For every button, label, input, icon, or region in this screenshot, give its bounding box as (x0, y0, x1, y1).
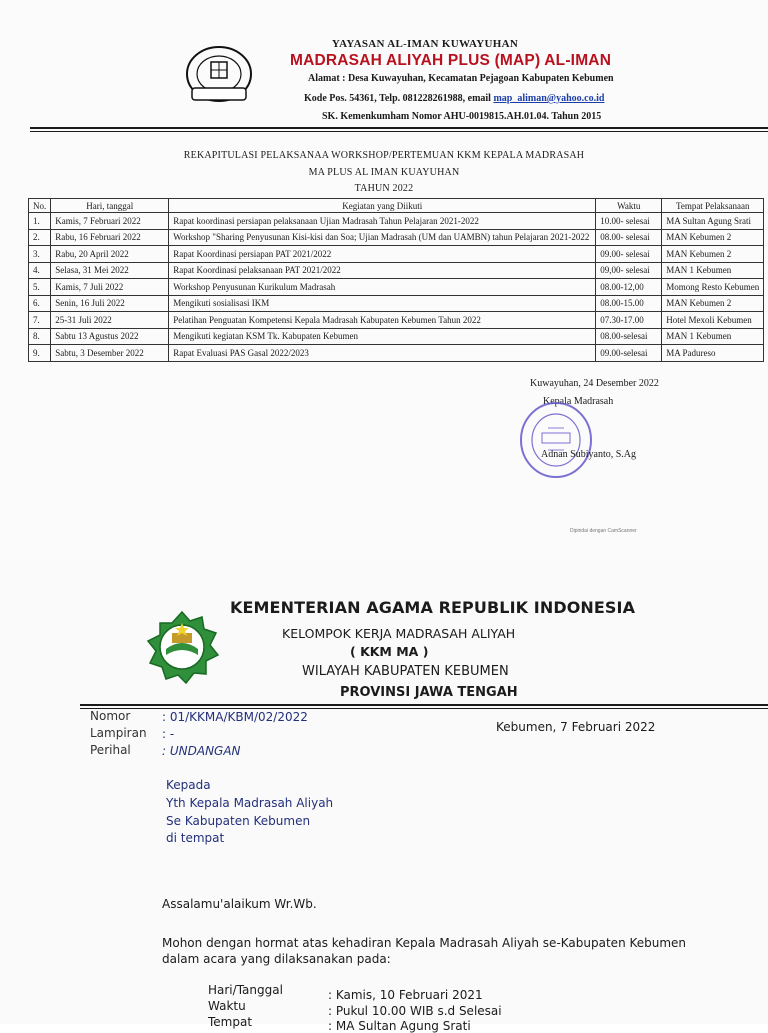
activity-table (28, 198, 764, 362)
cell-place: MAN 1 Kebumen (662, 328, 764, 345)
header-activity: Kegiatan yang Diikuti (169, 199, 596, 213)
province-name: PROVINSI JAWA TENGAH (340, 685, 518, 700)
cell-date: Senin, 16 Juli 2022 (51, 295, 169, 312)
cell-time: 07.30-17.00 (596, 312, 662, 329)
letterhead-divider-thin (30, 131, 768, 132)
cell-no: 1. (29, 213, 51, 230)
recipient-line-4: di tempat (166, 831, 225, 845)
recipient-line-1: Kepada (166, 778, 211, 792)
cell-activity: Workshop "Sharing Penyusunan Kisi-kisi dan Soa; Ujian Madrasah (UM dan UAMBN) tahun Pelajaran 2021-2022 (169, 229, 596, 246)
foundation-name: YAYASAN AL-IMAN KUWAYUHAN (331, 38, 519, 50)
venue-label: Tempat (208, 1015, 253, 1029)
contact-text: Kode Pos. 54361, Telp. 081228261988, email (304, 93, 494, 104)
cell-time: 09,00- selesai (596, 262, 662, 279)
cell-place: MA Sultan Agung Srati (662, 213, 764, 230)
cell-place: MAN 1 Kebumen (662, 262, 764, 279)
school-logo (184, 44, 254, 104)
venue-value: : MA Sultan Agung Srati (328, 1019, 471, 1033)
table-row (29, 312, 764, 329)
header-time: Waktu (596, 199, 662, 213)
table-row (29, 229, 764, 246)
cell-place: MAN Kebumen 2 (662, 229, 764, 246)
letterhead-divider-2 (80, 704, 768, 706)
region-name: WILAYAH KABUPATEN KEBUMEN (302, 664, 509, 679)
cell-no: 7. (29, 312, 51, 329)
cell-place: Hotel Mexoli Kebumen (662, 312, 764, 329)
recipient-line-2: Yth Kepala Madrasah Aliyah (166, 796, 334, 810)
time-label: Waktu (208, 999, 246, 1013)
time-value: : Pukul 10.00 WIB s.d Selesai (328, 1004, 502, 1018)
signature-role: Kepala Madrasah (543, 396, 614, 407)
cell-time: 08.00- selesai (596, 229, 662, 246)
greeting: Assalamu'alaikum Wr.Wb. (162, 897, 317, 911)
cell-time: 08.00-15.00 (596, 295, 662, 312)
header-no: No. (29, 199, 51, 213)
cell-activity: Rapat Koordinasi pelaksanaan PAT 2021/2022 (169, 262, 596, 279)
school-address: Alamat : Desa Kuwayuhan, Kecamatan Pejagoan Kabupaten Kebumen (308, 73, 614, 84)
cell-date: Rabu, 16 Februari 2022 (51, 229, 169, 246)
cell-time: 09.00- selesai (596, 246, 662, 263)
school-name: MADRASAH ALIYAH PLUS (MAP) AL-IMAN (290, 52, 612, 69)
working-group-abbr: ( KKM MA ) (350, 644, 429, 659)
cell-date: Kamis, 7 Juli 2022 (51, 279, 169, 296)
cell-activity: Mengikuti sosialisasi IKM (169, 295, 596, 312)
cell-activity: Rapat Evaluasi PAS Gasal 2022/2023 (169, 345, 596, 362)
cell-time: 08.00-12,00 (596, 279, 662, 296)
table-row (29, 328, 764, 345)
cell-date: Sabtu 13 Agustus 2022 (51, 328, 169, 345)
nomor-value: : 01/KKMA/KBM/02/2022 (162, 710, 308, 724)
cell-no: 3. (29, 246, 51, 263)
day-value: : Kamis, 10 Februari 2021 (328, 988, 483, 1002)
cell-date: Sabtu, 3 Desember 2022 (51, 345, 169, 362)
report-year: TAHUN 2022 (354, 183, 414, 194)
cell-place: Momong Resto Kebumen (662, 279, 764, 296)
table-row (29, 213, 764, 230)
header-date: Hari, tanggal (51, 199, 169, 213)
cell-no: 4. (29, 262, 51, 279)
table-row (29, 246, 764, 263)
cell-activity: Workshop Penyusunan Kurikulum Madrasah (169, 279, 596, 296)
cell-date: Selasa, 31 Mei 2022 (51, 262, 169, 279)
cell-no: 6. (29, 295, 51, 312)
ministry-name: KEMENTERIAN AGAMA REPUBLIK INDONESIA (230, 598, 636, 617)
cell-no: 5. (29, 279, 51, 296)
scanner-watermark: Dipindai dengan CamScanner (570, 528, 637, 534)
email-link[interactable]: map_aliman@yahoo.co.id (493, 93, 605, 104)
letter-date: Kebumen, 7 Februari 2022 (496, 720, 656, 734)
cell-activity: Mengikuti kegiatan KSM Tk. Kabupaten Kebumen (169, 328, 596, 345)
cell-date: Kamis, 7 Februari 2022 (51, 213, 169, 230)
cell-time: 09.00-selesai (596, 345, 662, 362)
cell-date: 25-31 Juli 2022 (51, 312, 169, 329)
official-stamp (518, 400, 594, 480)
body-line-2: dalam acara yang dilaksanakan pada: (162, 952, 391, 966)
table-row (29, 262, 764, 279)
table-row (29, 295, 764, 312)
header-place: Tempat Pelaksanaan (662, 199, 764, 213)
lampiran-value: : - (162, 727, 175, 741)
cell-no: 8. (29, 328, 51, 345)
cell-time: 10.00- selesai (596, 213, 662, 230)
table-row (29, 279, 764, 296)
cell-place: MA Padureso (662, 345, 764, 362)
cell-no: 9. (29, 345, 51, 362)
cell-date: Rabu, 20 April 2022 (51, 246, 169, 263)
cell-activity: Rapat koordinasi persiapan pelaksanaan Ujian Madrasah Tahun Pelajaran 2021-2022 (169, 213, 596, 230)
recipient-line-3: Se Kabupaten Kebumen (166, 814, 311, 828)
day-label: Hari/Tanggal (208, 983, 283, 997)
letterhead-divider-2-thin (80, 708, 768, 709)
cell-place: MAN Kebumen 2 (662, 246, 764, 263)
table-header-row (29, 199, 764, 213)
signature-place-date: Kuwayuhan, 24 Desember 2022 (530, 378, 659, 389)
school-contact (304, 93, 604, 104)
body-line-1: Mohon dengan hormat atas kehadiran Kepala Madrasah Aliyah se-Kabupaten Kebumen (162, 936, 687, 950)
cell-no: 2. (29, 229, 51, 246)
signatory-name: Adnan Subiyanto, S.Ag (541, 449, 636, 460)
cell-activity: Rapat Koordinasi persiapan PAT 2021/2022 (169, 246, 596, 263)
cell-activity: Pelatihan Penguatan Kompetensi Kepala Madrasah Kabupaten Kebumen Tahun 2022 (169, 312, 596, 329)
table-row (29, 345, 764, 362)
cell-place: MAN Kebumen 2 (662, 295, 764, 312)
legal-registration: SK. Kemenkumham Nomor AHU-0019815.AH.01.04. Tahun 2015 (322, 111, 602, 122)
perihal-value: : UNDANGAN (162, 744, 241, 758)
report-title: REKAPITULASI PELAKSANAA WORKSHOP/PERTEMUAN KKM KEPALA MADRASAH (183, 150, 585, 161)
working-group-name: KELOMPOK KERJA MADRASAH ALIYAH (282, 626, 516, 641)
perihal-label: Perihal (90, 743, 131, 757)
cell-time: 08.00-selesai (596, 328, 662, 345)
ministry-logo (142, 609, 222, 687)
report-subtitle: MA PLUS AL IMAN KUAYUHAN (308, 167, 460, 178)
lampiran-label: Lampiran (90, 726, 147, 740)
letterhead-divider (30, 127, 768, 129)
nomor-label: Nomor (90, 709, 131, 723)
